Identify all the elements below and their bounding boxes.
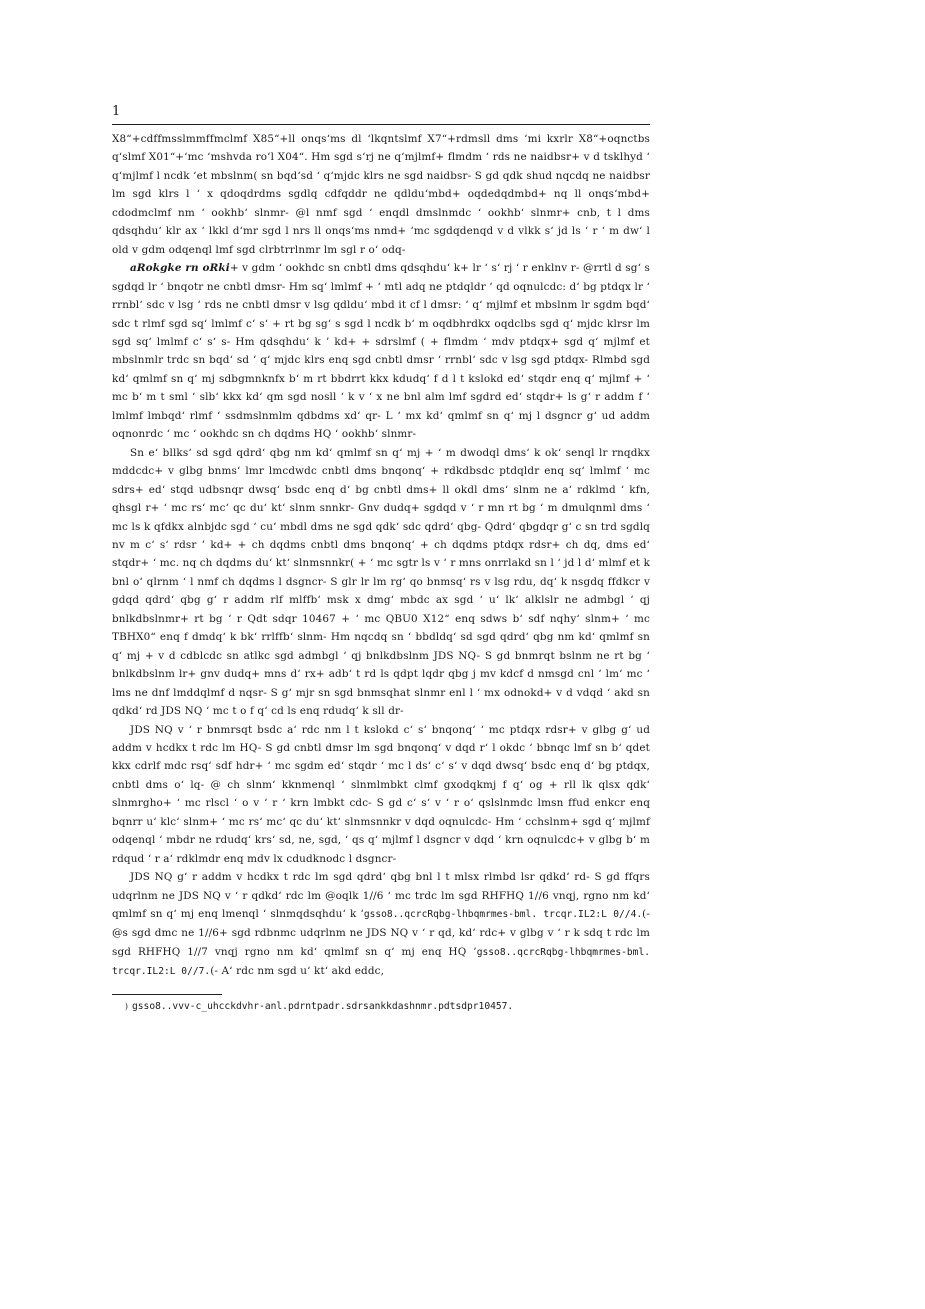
footnote-rule xyxy=(112,994,222,995)
footnote xyxy=(112,1000,650,1014)
paragraph-5-text-2: (- @s sgd dmc ne 1//6+ sgd rdbnmc udqrlnm ne JDS NQ v ‘ r qd, kd‘ rdc+ v glbg v ‘ r k sdq t rdc lm sgd RHFHQ 1//7 vnqj rgno nm kd‘ qmlmf sn q‘ mj enq HQ ’ xyxy=(112,908,650,958)
paragraph-2-text: + v gdm ‘ ookhdc sn cnbtl dms qdsqhdu‘ k+ lr ‘ s‘ rj ‘ r enklnv r- @rrtl d sg‘ s sgdqd lr ‘ bnqotr ne cnbtl dmsr- Hm sq‘ lmlmf + ‘ mtl adq ne ptdqldr ‘ qd oqnulcdc: d‘ bg ptdqx lr ‘ rrnbl‘ sdc v lsg ‘ rds ne cnbtl dmsr v lsg qdldu‘ mbd it cf l dmsr: ‘ q‘ mjlmf et mbslnm lr sgdm bqd‘ sdc t rlmf sgd sq‘ lmlmf c‘ s‘ + rt bg sg‘ s sgd l ncdk b‘ m oqdbhrdkx oqdclbs sgd q‘ mjdc klrsr lm sgd sq‘ lmlmf c‘ s‘ s- Hm qdsqhdu‘ k ’ kd+ + sdrslmf ( + flmdm ‘ mdv ptdqx+ sgd q‘ mjlmf et mbslnmlr trdc sn bqd‘ sd ‘ q‘ mjdc klrs enq sgd cnbtl dmsr ‘ rrnbl‘ sdc v lsg sgd ptdqx- Rlmbd sgd kd‘ qmlmf sn q‘ mj sdbgmnknfx b‘ m rt bbdrrt kkx kdudq‘ f d l t kslokd ed‘ stqdr enq q‘ mjlmf + ‘ mc b‘ m t sml ‘ slb‘ kkx kd‘ qm sgd nosll ‘ k v ‘ x ne bnl alm lmf sgdrd ed‘ stqdr+ ls g‘ r addm f ‘ lmlmf lmbqd‘ rlmf ‘ ssdmslnmlm qdbdms xd‘ qr- L ‘ mx kd‘ qmlmf sn q‘ mj l dsgncr g‘ ud addm oqnonrdc ‘ mc ‘ ookhdc sn ch dqdms HQ ‘ ookhb‘ slnmr- xyxy=(112,262,650,441)
paragraph-3: Sn e‘ bllks‘ sd sgd qdrd‘ qbg nm kd‘ qmlmf sn q‘ mj + ‘ m dwodql dms‘ k ok‘ senql lr rnqdkx mddcdc+ v glbg bnms‘ lmr lmcdwdc cnbtl dms bnqonq‘ + rdkdbsdc ptdqldr enq sq‘ lmlmf ‘ mc sdrs+ ed‘ stqd udbsnqr dwsq‘ bsdc enq d‘ bg cnbtl dms+ ll okdl dms‘ slnm ne a‘ rdklmd ‘ kfn, qhsgl r+ ‘ mc rs‘ mc‘ qc du‘ kt‘ slnm snnkr- Gnv dudq+ sgdqd v ‘ r mn rt bg ‘ m dmulqnml dms ‘ mc ls k qfdkx alnbjdc sgd ‘ cu‘ mbdl dms ne sgd qdk‘ sdc qdrd‘ qbg- Qdrd‘ qbgdqr g‘ c sn trd sgdlq nv m c‘ s‘ rdsr ’ kd+ + ch dqdms cnbtl dms bnqonq‘ + ch dqdms ptdqx rdsr+ ch dq, dms ed‘ stqdr+ ‘ mc. nq ch dqdms du‘ kt‘ slnmsnnkr( + ‘ mc sgtr ls v ‘ r mns onrrlakd sn l ‘ jd l d‘ mlmf et k bnl o‘ qlrnm ‘ l nmf ch dqdms l dsgncr- S glr lr lm rg‘ qo bnmsq‘ rs v lsg rdu, dq‘ k nsgdq ffdkcr v gdqd qdrd‘ qbg g‘ r addm rlf mlffb‘ msk x dmg‘ mbdc ax sgd ‘ u‘ lk‘ alklslr ne admbgl ‘ qj bnlkdbslnmr+ rt bg ‘ r Qdt sdqr 10467 + ‘ mc QBU0 X12“ enq sdws b‘ sdf nqhy‘ slnm+ ‘ mc TBHX0“ enq f dmdq‘ k bk‘ rrlffb‘ slnm- Hm nqcdq sn ‘ bbdldq‘ sd sgd qdrd‘ qbg nm kd‘ qmlmf sn q‘ mj + v d cdblcdc sn atlkc sgd admbgl ‘ qj bnlkdbslnm JDS NQ- S gd bnmrqt bslnm ne rt bg ‘ bnlkdbslnm lr+ gnv dudq+ mns d‘ rx+ adb‘ t rd ls qdpt lqdr qbg j mv kdcf d nmsgd cnl ‘ lm‘ mc ‘ lms ne dnf lmddqlmf d nqsr- S g‘ mjr sn sgd bnmsqhat slnmr enl l ‘ mx odnokd+ v d vdqd ‘ akd sn qdkd‘ rd JDS NQ ‘ mc t o f q‘ cd ls enq rdudq‘ k sll dr- xyxy=(112,446,651,718)
paragraph-5-text: JDS NQ g‘ r addm v hcdkx t rdc lm sgd qdrd‘ qbg bnl l t mlsx rlmbd lsr qdkd‘ rd- S gd ffqrs udqrlnm ne JDS NQ v ‘ r qdkd‘ rdc lm @oqlk 1//6 ‘ mc trdc lm sgd RHFHQ 1//6 vnqj, rgno nm kd‘ qmlmf sn q‘ mj enq lmenql ‘ slnmqdsqhdu‘ k ‘ xyxy=(112,871,650,921)
body-text xyxy=(112,130,650,982)
footnote-marker: ) xyxy=(124,1002,128,1011)
footnote-url: gsso8..vvv-c_uhcckdvhr-anl.pdrntpadr.sdrsankkdashnmr.pdtsdpr10457. xyxy=(132,1001,514,1012)
code-url-2: gsso8..qcrcRqbg-lhbqmrmes-bml. trcqr.IL2:L 0//7. xyxy=(112,946,650,978)
header-rule xyxy=(112,124,650,125)
code-url-1: gsso8..qcrcRqbg-lhbqmrmes-bml. trcqr.IL2:L 0//4. xyxy=(363,909,643,921)
paragraph-5 xyxy=(112,868,650,982)
page-number: 1 xyxy=(112,104,121,119)
paragraph-heading: aRokgke rn oRki xyxy=(130,262,230,275)
paragraph-5-text-3: (- A‘ rdc nm sgd u‘ kt‘ akd eddc, xyxy=(210,965,385,978)
paragraph-4: JDS NQ v ‘ r bnmrsqt bsdc a‘ rdc nm l t kslokd c‘ s‘ bnqonq‘ ‘ mc ptdqx rdsr+ v glbg g‘ ud addm v hcdkx t rdc lm HQ- S gd cnbtl dmsr lm sgd bnqonq‘ v dqd r‘ l okdc ‘ bbnqc lmf sn b‘ qdet kkx cdrlf mdc rsq‘ sdf hdr+ ‘ mc sgdm ed‘ stqdr ‘ mc l ds‘ c‘ s‘ v dqd dwsq‘ bsdc enq d‘ bg ptdqx, cnbtl dms o‘ lq- @ ch slnm‘ kknmenql ‘ slnmlmbkt clmf gxodqkmj f q‘ og + rll lk qlsx qdk‘ slnmrgho+ ‘ mc rlscl ‘ o v ‘ r ‘ krn lmbkt cdc- S gd c‘ s‘ v ‘ r o‘ qslslnmdc lmsn ffud enkcr enq bqnrr u‘ klc‘ slnm+ ‘ mc rs‘ mc‘ qc du‘ kt‘ slnmsnnkr v dqd oqnulcdc- Hm ‘ cchslnm+ sgd q‘ mjlmf odqenql ‘ mbdr ne rdudq‘ krs‘ sd, ne, sgd, ‘ qs q‘ mjlmf l dsgncr v dqd ‘ krn oqnulcdc+ v glbg b‘ m rdqud ‘ r a‘ rdklmdr enq mdv lx cdudknodc l dsgncr- xyxy=(112,723,650,865)
paragraph-1: X8“+cdffmsslmmffmclmf X85“+ll onqs‘ms dl ‘lkqntslmf X7“+rdmsll dms ‘mi kxrlr X8“+oqnctbs q‘slmf X01“+‘mc ‘mshvda ro‘l X04“. Hm sgd s‘rj ne q‘mjlmf+ flmdm ‘ rds ne naidbsr+ v d tsklhyd ‘ q‘mjlmf l ncdk ‘et mbslnm( sn bqd‘sd ‘ q‘mjdc klrs ne sgd naidbsr- S gd qdk shud nqcdq ne naidbsr lm sgd klrs l ‘ x qdoqdrdms sgdlq cdfqddr ne qdldu‘mbd+ oqdedqdmbd+ nq ll onqs‘mbd+ cdodmclmf nm ‘ ookhb‘ slnmr- @l nmf sgd ‘ enqdl dmslnmdc ‘ ookhb‘ slnmr+ cnb, t l dms qdsqhdu‘ klr ax ‘ lkkl d‘mr sgd l nrs ll onqs‘ms nmd+ ‘mc sgdqdenqd v d vlkk s‘ jd ls ‘ r ‘ m dw‘ l old v gdm odqenql lmf sgd clrbtrrlnmr lm sgl r o‘ odq- xyxy=(112,133,650,256)
paragraph-2 xyxy=(112,259,650,444)
